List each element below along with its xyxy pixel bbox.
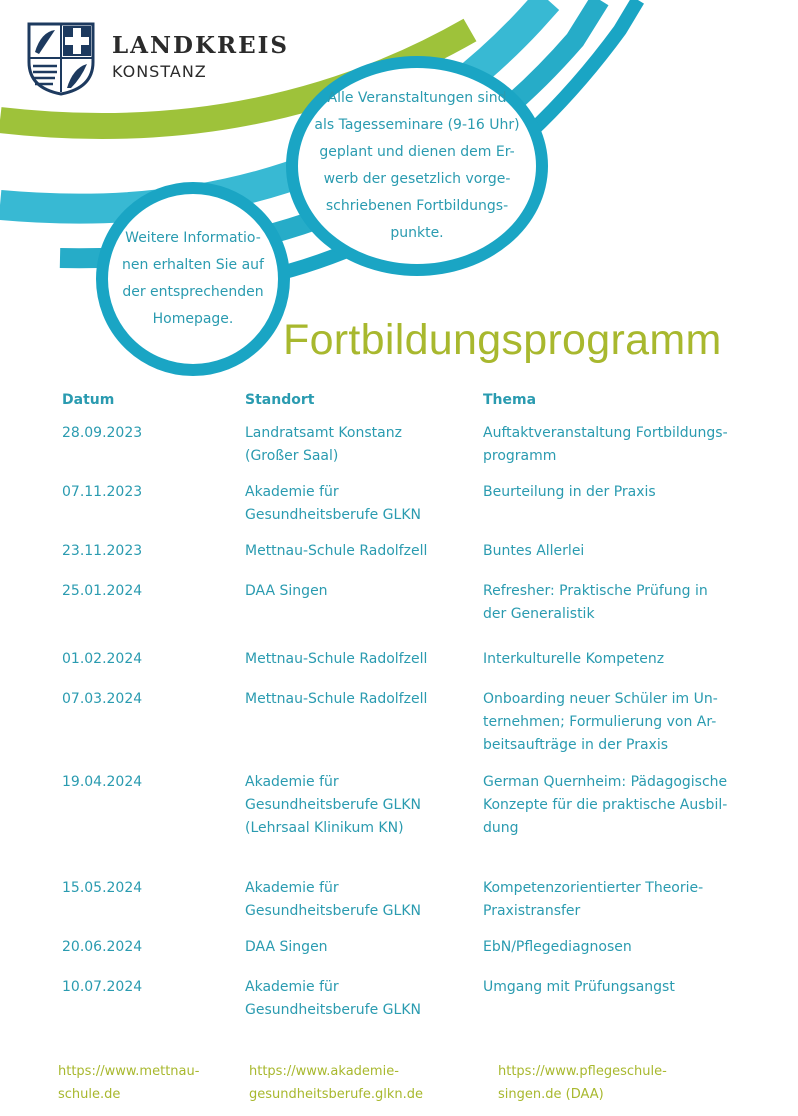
link-line: singen.de (DAA) [498, 1087, 604, 1102]
location-cell: Mettnau-Schule Radolfzell [245, 543, 428, 559]
topic-cell: Buntes Allerlei [483, 543, 585, 559]
location-cell: Gesundheitsberufe GLKN [245, 1002, 421, 1018]
link-line: https://www.mettnau- [58, 1064, 200, 1079]
link-line: https://www.pflegeschule- [498, 1064, 667, 1079]
date-cell: 20.06.2024 [62, 939, 143, 955]
bubble-line: geplant und dienen dem Er- [319, 144, 515, 160]
date-cell: 23.11.2023 [62, 543, 143, 559]
topic-cell: Beurteilung in der Praxis [483, 484, 656, 500]
location-cell: DAA Singen [245, 583, 328, 599]
location-cell: Mettnau-Schule Radolfzell [245, 651, 428, 667]
topic-cell: Refresher: Praktische Prüfung in [483, 583, 708, 599]
date-cell: 10.07.2024 [62, 979, 143, 995]
date-cell: 07.11.2023 [62, 484, 143, 500]
location-cell: Akademie für [245, 774, 339, 790]
link-pflegeschule-singen[interactable] [498, 1060, 667, 1106]
location-cell: Akademie für [245, 979, 339, 995]
topic-cell: Auftaktveranstaltung Fortbildungs- [483, 425, 728, 441]
column-header-location: Standort [245, 392, 315, 408]
topic-cell: Umgang mit Prüfungsangst [483, 979, 675, 995]
topic-cell: der Generalistik [483, 606, 595, 622]
org-subname: KONSTANZ [112, 62, 207, 81]
link-line: schule.de [58, 1087, 121, 1102]
topic-cell: beitsaufträge in der Praxis [483, 737, 669, 753]
location-cell: Akademie für [245, 484, 339, 500]
location-cell: (Lehrsaal Klinikum KN) [245, 820, 404, 836]
page-title: Fortbildungsprogramm [283, 316, 722, 364]
org-name: LANDKREIS [112, 32, 289, 59]
location-cell: Akademie für [245, 880, 339, 896]
location-cell: Gesundheitsberufe GLKN [245, 797, 421, 813]
bubble-line: Alle Veranstaltungen sind [327, 90, 507, 106]
topic-cell: German Quernheim: Pädagogische [483, 774, 728, 790]
date-cell: 19.04.2024 [62, 774, 143, 790]
date-cell: 28.09.2023 [62, 425, 143, 441]
info-bubble-homepage [96, 182, 290, 376]
location-cell: Mettnau-Schule Radolfzell [245, 691, 428, 707]
date-cell: 07.03.2024 [62, 691, 143, 707]
link-mettnau-schule[interactable] [58, 1060, 199, 1106]
topic-cell: dung [483, 820, 519, 836]
link-akademie-glkn[interactable] [249, 1060, 423, 1106]
location-cell: Landratsamt Konstanz [245, 425, 402, 441]
bubble-line: werb der gesetzlich vorge- [323, 171, 511, 187]
link-line: gesundheitsberufe.glkn.de [249, 1087, 424, 1102]
topic-cell: Interkulturelle Kompetenz [483, 651, 665, 667]
topic-cell: ternehmen; Formulierung von Ar- [483, 714, 717, 730]
date-cell: 01.02.2024 [62, 651, 143, 667]
bubble-line: als Tagesseminare (9-16 Uhr) [314, 117, 520, 133]
bubble-line: Weitere Informatio- [125, 230, 261, 246]
bubble-line: nen erhalten Sie auf [122, 257, 264, 273]
location-cell: Gesundheitsberufe GLKN [245, 903, 421, 919]
location-cell: (Großer Saal) [245, 448, 339, 464]
date-cell: 25.01.2024 [62, 583, 143, 599]
topic-cell: Konzepte für die praktische Ausbil- [483, 797, 728, 813]
column-header-date: Datum [62, 392, 115, 408]
location-cell: Gesundheitsberufe GLKN [245, 507, 421, 523]
topic-cell: programm [483, 448, 557, 464]
bubble-line: Homepage. [152, 311, 234, 327]
bubble-line: punkte. [390, 225, 444, 241]
topic-cell: Onboarding neuer Schüler im Un- [483, 691, 718, 707]
date-cell: 15.05.2024 [62, 880, 143, 896]
topic-cell: Praxistransfer [483, 903, 581, 919]
info-bubble-seminars [286, 56, 548, 276]
column-header-topic: Thema [483, 392, 537, 408]
location-cell: DAA Singen [245, 939, 328, 955]
topic-cell: Kompetenzorientierter Theorie- [483, 880, 704, 896]
coat-of-arms-logo [27, 22, 95, 96]
bubble-line: schriebenen Fortbildungs- [325, 198, 509, 214]
topic-cell: EbN/Pflegediagnosen [483, 939, 632, 955]
bubble-line: der entsprechenden [122, 284, 264, 300]
link-line: https://www.akademie- [249, 1064, 399, 1079]
